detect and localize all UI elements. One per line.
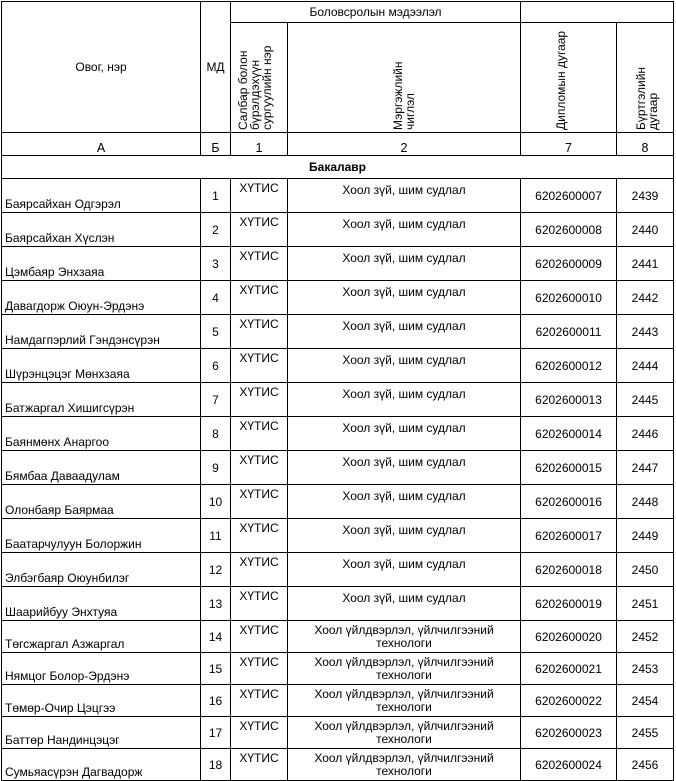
cell-specialization: Хоол зүй, шим судлал <box>288 213 521 247</box>
cell-specialization: Хоол зүй, шим судлал <box>288 553 521 587</box>
cell-specialization: Хоол үйлдвэрлэл, үйлчилгээний технологи <box>288 653 521 685</box>
cell-school: ХҮТИС <box>231 621 288 653</box>
cell-specialization: Хоол зүй, шим судлал <box>288 587 521 621</box>
cell-registration: 2446 <box>617 417 674 451</box>
cell-diploma: 6202600014 <box>521 417 617 451</box>
letter-specialization: 2 <box>288 133 521 156</box>
cell-name-text: Нямцог Болор-Эрдэнэ <box>5 669 130 683</box>
cell-md: 14 <box>201 621 231 653</box>
cell-registration: 2451 <box>617 587 674 621</box>
table-row <box>2 315 674 349</box>
cell-registration: 2453 <box>617 653 674 685</box>
table-row <box>2 281 674 315</box>
cell-md: 3 <box>201 247 231 281</box>
cell-name <box>2 717 201 749</box>
header-empty-group <box>521 2 674 23</box>
cell-school: ХҮТИС <box>231 179 288 213</box>
cell-md: 13 <box>201 587 231 621</box>
cell-name-text: Намдагпэрлий Гэндэнсүрэн <box>5 333 160 347</box>
cell-name-text: Баярсайхан Одгэрэл <box>5 197 121 211</box>
cell-diploma: 6202600020 <box>521 621 617 653</box>
cell-diploma: 6202600018 <box>521 553 617 587</box>
cell-md: 12 <box>201 553 231 587</box>
cell-name-text: Олонбаяр Баярмаа <box>5 503 114 517</box>
cell-diploma: 6202600023 <box>521 717 617 749</box>
header-school <box>231 23 288 133</box>
header-education-group <box>231 2 521 23</box>
cell-registration: 2449 <box>617 519 674 553</box>
cell-name <box>2 519 201 553</box>
letter-school: 1 <box>231 133 288 156</box>
cell-specialization: Хоол үйлдвэрлэл, үйлчилгээний технологи <box>288 621 521 653</box>
cell-md: 4 <box>201 281 231 315</box>
cell-name <box>2 179 201 213</box>
table-row <box>2 653 674 685</box>
cell-specialization: Хоол үйлдвэрлэл, үйлчилгээний технологи <box>288 717 521 749</box>
cell-name <box>2 281 201 315</box>
cell-specialization: Хоол зүй, шим судлал <box>288 349 521 383</box>
cell-md: 5 <box>201 315 231 349</box>
cell-md: 6 <box>201 349 231 383</box>
cell-registration: 2448 <box>617 485 674 519</box>
cell-specialization: Хоол зүй, шим судлал <box>288 281 521 315</box>
header-md <box>201 2 231 133</box>
cell-name-text: Элбэгбаяр Оюунбилэг <box>5 571 130 585</box>
cell-name <box>2 315 201 349</box>
cell-school: ХҮТИС <box>231 281 288 315</box>
cell-school: ХҮТИС <box>231 315 288 349</box>
cell-registration: 2450 <box>617 553 674 587</box>
cell-specialization: Хоол үйлдвэрлэл, үйлчилгээний технологи <box>288 685 521 717</box>
cell-name <box>2 417 201 451</box>
section-row <box>2 156 674 179</box>
cell-name <box>2 621 201 653</box>
cell-diploma: 6202600007 <box>521 179 617 213</box>
cell-school: ХҮТИС <box>231 213 288 247</box>
header-name-label: Овог, нэр <box>75 60 127 74</box>
cell-school: ХҮТИС <box>231 349 288 383</box>
cell-name-text: Баярсайхан Хүслэн <box>5 231 115 245</box>
cell-name <box>2 383 201 417</box>
letter-diploma: 7 <box>521 133 617 156</box>
cell-school: ХҮТИС <box>231 383 288 417</box>
header-specialization <box>288 23 521 133</box>
table-row <box>2 749 674 781</box>
cell-registration: 2454 <box>617 685 674 717</box>
table-row <box>2 685 674 717</box>
table-row <box>2 485 674 519</box>
cell-diploma: 6202600019 <box>521 587 617 621</box>
cell-specialization: Хоол зүй, шим судлал <box>288 315 521 349</box>
cell-registration: 2455 <box>617 717 674 749</box>
cell-registration: 2447 <box>617 451 674 485</box>
letter-name: А <box>2 133 201 156</box>
table-row <box>2 717 674 749</box>
cell-name-text: Сумьяасүрэн Дагвадорж <box>5 765 143 779</box>
graduates-table <box>1 1 674 781</box>
cell-md: 16 <box>201 685 231 717</box>
section-title: Бакалавр <box>2 156 674 179</box>
letter-md: Б <box>201 133 231 156</box>
cell-diploma: 6202600021 <box>521 653 617 685</box>
cell-school: ХҮТИС <box>231 685 288 717</box>
table-row <box>2 349 674 383</box>
cell-registration: 2444 <box>617 349 674 383</box>
table-row <box>2 213 674 247</box>
cell-school: ХҮТИС <box>231 587 288 621</box>
cell-name <box>2 653 201 685</box>
cell-school: ХҮТИС <box>231 451 288 485</box>
cell-name-text: Батжаргал Хишигсүрэн <box>5 401 135 415</box>
table-row <box>2 587 674 621</box>
cell-name <box>2 749 201 781</box>
cell-registration: 2452 <box>617 621 674 653</box>
cell-name <box>2 485 201 519</box>
table-row <box>2 417 674 451</box>
header-school-label: Салбар болон бүрэлдэхүүн сургуулийн нэр <box>236 45 274 130</box>
cell-md: 18 <box>201 749 231 781</box>
cell-name-text: Баттөр Нандинцэцэг <box>5 733 120 747</box>
cell-diploma: 6202600012 <box>521 349 617 383</box>
table-row <box>2 621 674 653</box>
cell-name-text: Төгсжаргал Азжаргал <box>5 637 125 651</box>
cell-name-text: Шүрэнцэцэг Мөнхзаяа <box>5 367 130 381</box>
cell-name <box>2 349 201 383</box>
cell-school: ХҮТИС <box>231 247 288 281</box>
cell-specialization: Хоол зүй, шим судлал <box>288 451 521 485</box>
header-diploma-label: Дипломын дугаар <box>554 30 569 130</box>
cell-registration: 2441 <box>617 247 674 281</box>
cell-name-text: Баянмөнх Анаргоо <box>5 435 109 449</box>
cell-specialization: Хоол зүй, шим судлал <box>288 383 521 417</box>
cell-diploma: 6202600017 <box>521 519 617 553</box>
cell-specialization: Хоол зүй, шим судлал <box>288 247 521 281</box>
cell-registration: 2443 <box>617 315 674 349</box>
cell-md: 2 <box>201 213 231 247</box>
cell-diploma: 6202600015 <box>521 451 617 485</box>
header-education-group-label: Боловсролын мэдээлэл <box>309 5 442 19</box>
cell-diploma: 6202600024 <box>521 749 617 781</box>
table-row <box>2 383 674 417</box>
cell-school: ХҮТИС <box>231 653 288 685</box>
cell-md: 11 <box>201 519 231 553</box>
cell-name-text: Шаарийбуу Энхтуяа <box>5 605 118 619</box>
cell-name <box>2 213 201 247</box>
cell-md: 10 <box>201 485 231 519</box>
cell-name-text: Төмөр-Очир Цэцгээ <box>5 701 116 715</box>
cell-diploma: 6202600010 <box>521 281 617 315</box>
cell-diploma: 6202600016 <box>521 485 617 519</box>
cell-name <box>2 247 201 281</box>
cell-name-text: Давагдорж Оюун-Эрдэнэ <box>5 299 145 313</box>
cell-md: 8 <box>201 417 231 451</box>
cell-name-text: Цэмбаяр Энхзаяа <box>5 265 105 279</box>
cell-school: ХҮТИС <box>231 485 288 519</box>
cell-diploma: 6202600022 <box>521 685 617 717</box>
cell-diploma: 6202600013 <box>521 383 617 417</box>
cell-school: ХҮТИС <box>231 717 288 749</box>
cell-registration: 2456 <box>617 749 674 781</box>
table-row <box>2 451 674 485</box>
header-md-label: МД <box>206 60 225 74</box>
cell-md: 15 <box>201 653 231 685</box>
cell-specialization: Хоол зүй, шим судлал <box>288 179 521 213</box>
cell-diploma: 6202600011 <box>521 315 617 349</box>
table-row <box>2 179 674 213</box>
cell-diploma: 6202600009 <box>521 247 617 281</box>
header-specialization-label: Мэргэжлийн чиглэл <box>391 61 417 130</box>
cell-school: ХҮТИС <box>231 749 288 781</box>
cell-specialization: Хоол зүй, шим судлал <box>288 519 521 553</box>
cell-registration: 2439 <box>617 179 674 213</box>
cell-md: 17 <box>201 717 231 749</box>
cell-name <box>2 685 201 717</box>
cell-registration: 2445 <box>617 383 674 417</box>
cell-school: ХҮТИС <box>231 519 288 553</box>
cell-name <box>2 451 201 485</box>
header-diploma <box>521 23 617 133</box>
cell-md: 9 <box>201 451 231 485</box>
cell-specialization: Хоол зүй, шим судлал <box>288 417 521 451</box>
cell-md: 7 <box>201 383 231 417</box>
column-letter-row <box>2 133 674 156</box>
cell-registration: 2440 <box>617 213 674 247</box>
header-name <box>2 2 201 133</box>
letter-registration: 8 <box>617 133 674 156</box>
cell-specialization: Хоол үйлдвэрлэл, үйлчилгээний технологи <box>288 749 521 781</box>
cell-md: 1 <box>201 179 231 213</box>
cell-registration: 2442 <box>617 281 674 315</box>
header-registration-label: Бүртгэлийн дугаар <box>634 66 661 130</box>
header-registration <box>617 23 674 133</box>
cell-school: ХҮТИС <box>231 553 288 587</box>
cell-name-text: Баатарчулуун Болоржин <box>5 537 142 551</box>
table-row <box>2 519 674 553</box>
cell-name-text: Бямбаа Даваадулам <box>5 469 120 483</box>
cell-specialization: Хоол зүй, шим судлал <box>288 485 521 519</box>
table-row <box>2 553 674 587</box>
cell-school: ХҮТИС <box>231 417 288 451</box>
cell-diploma: 6202600008 <box>521 213 617 247</box>
table-row <box>2 247 674 281</box>
cell-name <box>2 587 201 621</box>
cell-name <box>2 553 201 587</box>
